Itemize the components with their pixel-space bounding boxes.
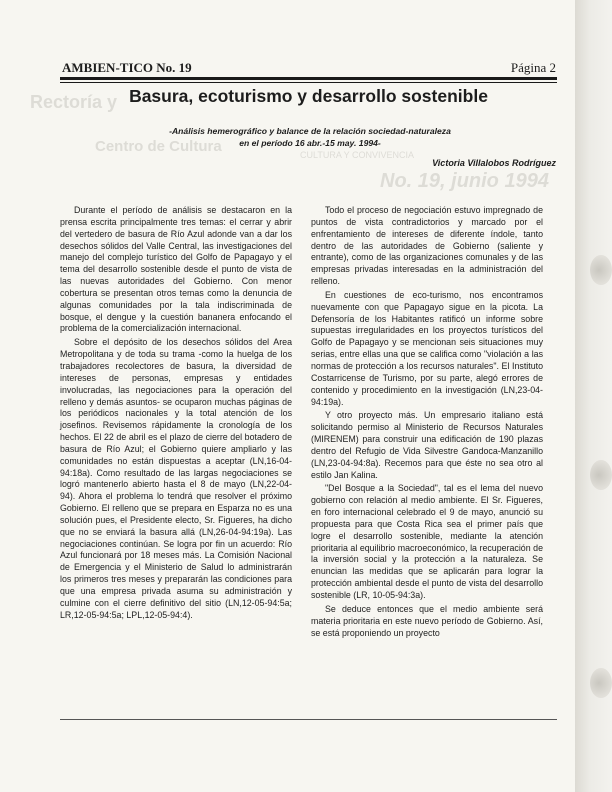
header-rule bbox=[60, 77, 557, 80]
article-subtitle bbox=[140, 125, 480, 149]
header-rule-thin bbox=[60, 82, 557, 83]
article-title: Basura, ecoturismo y desarrollo sostenible bbox=[129, 86, 488, 106]
bleed-through-text: Rectoría y bbox=[30, 92, 118, 112]
paragraph: Y otro proyecto más. Un empresario italiano está solicitando permiso al Ministerio de Recursos Naturales (MIRENEM) para construir una edificación de 190 plazas dentro del Refugio de Vida Silvestre Gandoca-Manzanillo (LN,23-04-94:8a). Recemos para que éste no sea otro al estilo Jan Kalina. bbox=[311, 410, 543, 480]
paragraph: Sobre el depósito de los desechos sólidos del Area Metropolitana y de toda su trama -como la huelga de los trabajadores recolectores de basura, la diversidad de intereses de personas, empresas y entidades involucradas, las negociaciones para la operación del relleno y demás asuntos- se ocuparon muchas páginas de los periódicos nacionales y la total atención de los josefinos. Revisemos rápidamente la cronología de los hechos. El 22 de abril es el plazo de cierre del botadero de basura de Río Azul; el Gobierno quiere ampliarlo y las comunidades no están dispuestas a aceptar (LN,16-04-94:18a). Como resultado de las largas negociaciones se logró mantenerlo abierto hasta el 8 de mayo (LN,22-04-94). Ahora el problema lo tendrá que resolver el próximo Gobierno. El relleno que se prepara en Esparza no es una solución pues, el Presidente electo, Sr. Figueres, ha dicho que no se enviará la basura allá (LN,26-04-94:19a). Las negociaciones continúan. Se logra por fin un acuerdo: Río Azul funcionará por 18 meses más. La Comisión Nacional de Emergencia y el Ministerio de Salud lo administrarán los primeros tres meses y prepararán las condiciones para que una empresa privada asuma su administración y culmine con el cierre definitivo del sitio (LN,12-05-94:5a; LR,12-05-94:5a; LPL,12-05-94:4). bbox=[60, 337, 292, 620]
page-number: Página 2 bbox=[510, 60, 556, 75]
running-header bbox=[62, 60, 556, 76]
paragraph: "Del Bosque a la Sociedad", tal es el lema del nuevo gobierno con relación al medio ambiente. El Sr. Figueres, en foro internacional celebrado el 9 de mayo, anunció su propuesta para que Costa Rica sea el primer país que logre el desarrollo sostenible, mediante la atención prioritaria al equilibrio macroeconómico, la recuperación de la inversión social y la protección a la naturaleza. Se enuncian las medidas que se aplicarán para lograr la protección ambiental desde el punto de vista del desarrollo sostenible (LR, 10-05-94:3a). bbox=[311, 483, 543, 600]
paragraph: Durante el período de análisis se destacaron en la prensa escrita principalmente tres temas: el cerrar y abrir del vertedero de basura de Río Azul adonde van a dar los desechos sólidos del Valle Central, las investigaciones del manejo del complejo turístico del Golfo de Papagayo y el tema del desarrollo sostenible desde el punto de vista de las nuevas autoridades del Gobierno. Con menor cobertura se presentan otros temas como la denuncia de algunas comunidades por la tala indiscriminada de bosque, el dengue y la cuestión bananera enfocando el problema de la comercialización internacional. bbox=[60, 205, 292, 334]
left-column bbox=[60, 205, 292, 624]
publication-name: AMBIEN-TICO No. 19 bbox=[62, 60, 192, 75]
paragraph: Se deduce entonces que el medio ambiente será materia prioritaria en este nuevo período de Gobierno. Así, se está proponiendo un proyecto bbox=[311, 603, 543, 638]
binder-hole bbox=[590, 668, 612, 698]
right-column bbox=[311, 205, 543, 641]
binder-hole bbox=[590, 255, 612, 285]
footer-rule bbox=[60, 719, 557, 720]
paragraph: En cuestiones de eco-turismo, nos encontramos nuevamente con que Papagayo sigue en la picota. La Defensoría de los Habitantes ratificó un informe sobre supuestas irregularidades en los proyectos turísticos del Golfo de Papagayo y se mencionan seis situaciones muy serias, entre ellas una que se califica como "violación a las normas de protección a los recursos naturales". El Instituto Costarricense de Turismo, por su parte, alegó errores de contenido y procedimiento en la investigación (LN,23-04-94:19a). bbox=[311, 289, 543, 407]
subtitle-line: -Análisis hemerográfico y balance de la relación sociedad-naturaleza bbox=[169, 126, 451, 136]
subtitle-line: en el período 16 abr.-15 may. 1994- bbox=[239, 138, 381, 148]
binder-hole bbox=[590, 460, 612, 490]
paragraph: Todo el proceso de negociación estuvo impregnado de puntos de vista contradictorios y marcado por el enfrentamiento de intereses de diferente índole, tanto dentro de las autoridades de Gobierno (saliente y entrante), como de las organizaciones comunales y de las empresas privadas interesadas en la administración del relleno. bbox=[311, 205, 543, 287]
bleed-through-text: CULTURA Y CONVIVENCIA bbox=[300, 150, 415, 160]
bleed-through-text: Centro de Cultura bbox=[95, 138, 222, 155]
bleed-through-text: No. 19, junio 1994 bbox=[380, 170, 549, 192]
article-author: Victoria Villalobos Rodríguez bbox=[432, 158, 556, 168]
